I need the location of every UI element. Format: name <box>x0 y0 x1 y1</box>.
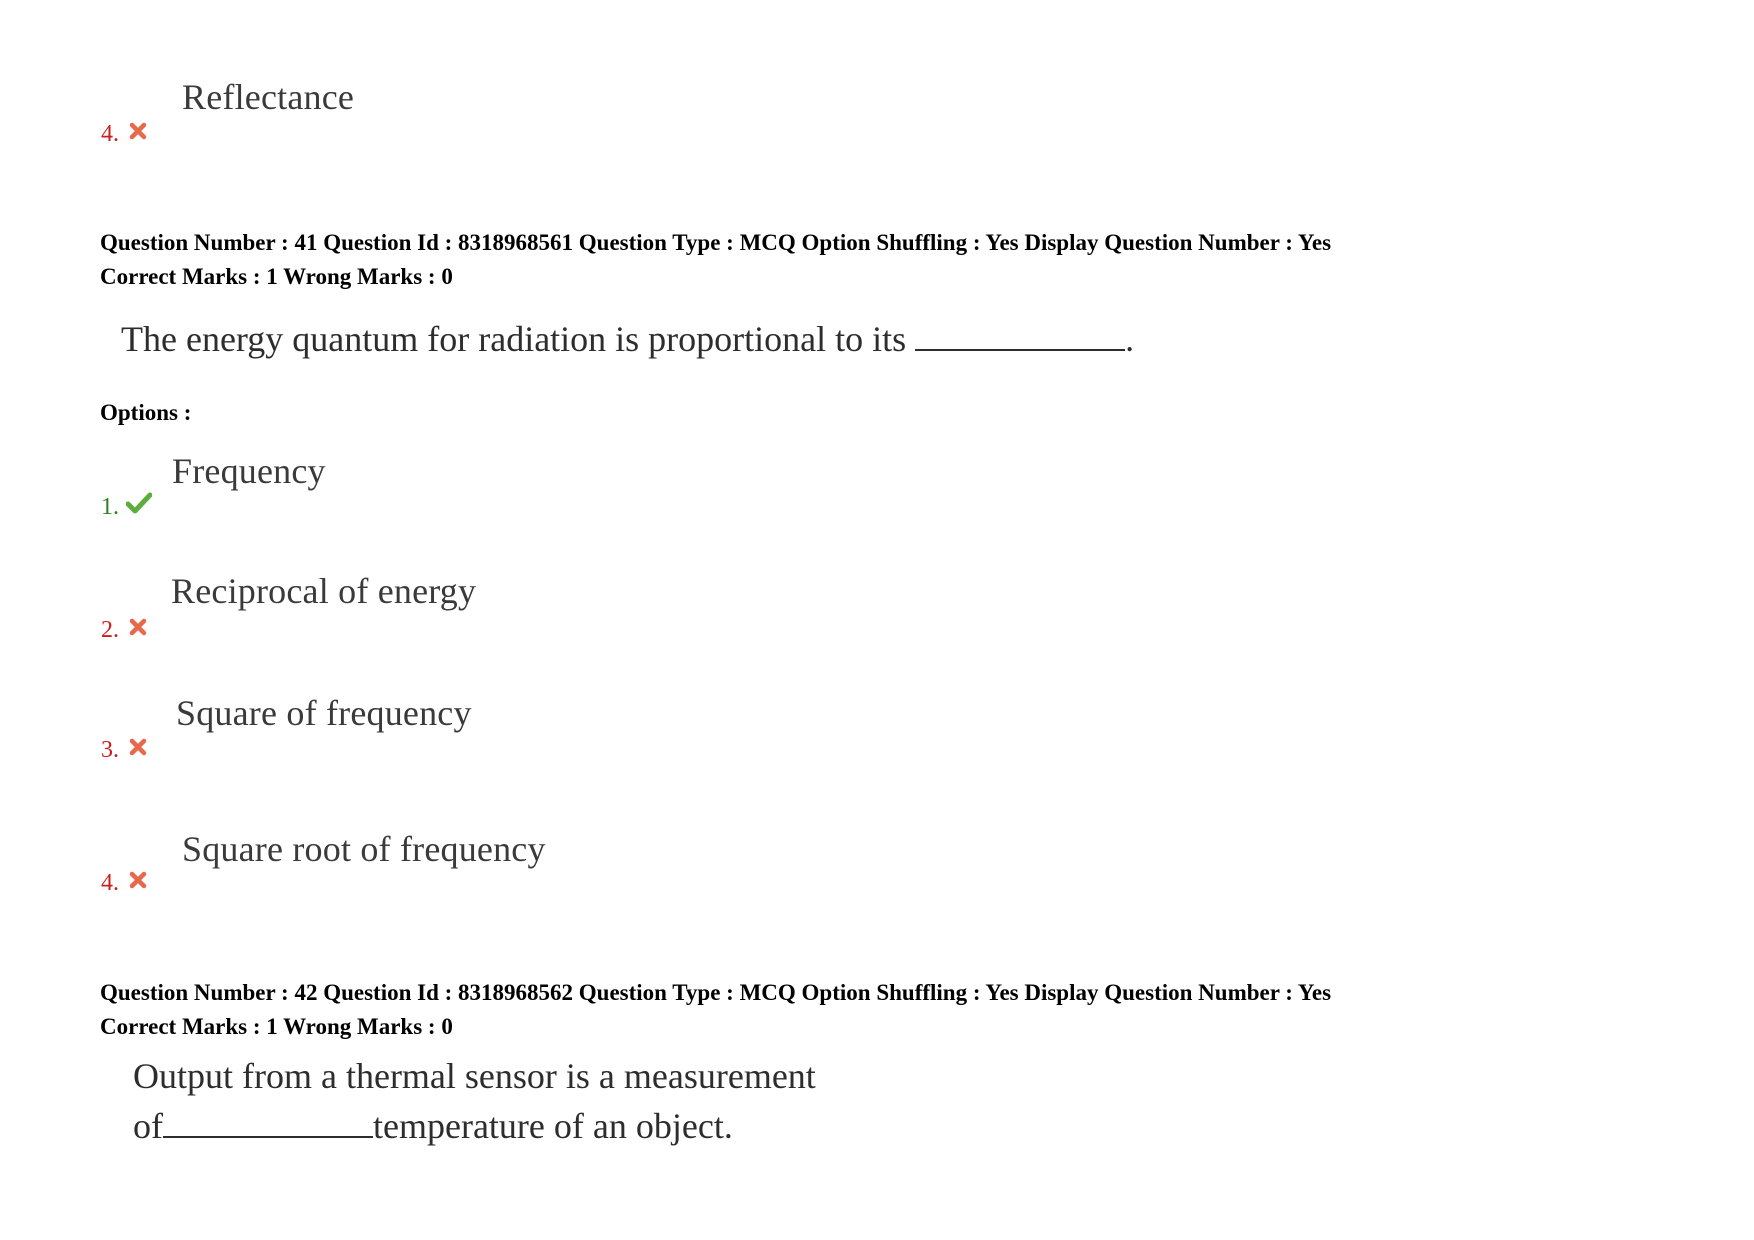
cross-icon <box>128 737 148 757</box>
option-number: 1. <box>101 494 119 520</box>
option-text: Reciprocal of energy <box>171 571 477 611</box>
question-meta: Question Number : 41 Question Id : 8318968561 Question Type : MCQ Option Shuffling : Yes Display Question Number : Yes <box>100 230 1332 255</box>
question-text <box>121 318 1134 360</box>
check-icon <box>126 492 152 514</box>
question-text-start: The energy quantum for radiation is proportional to its <box>121 319 907 359</box>
question-text-end: . <box>1125 319 1135 359</box>
option-number: 4. <box>101 870 119 896</box>
option-text: Frequency <box>172 451 326 491</box>
question-marks: Correct Marks : 1 Wrong Marks : 0 <box>100 264 453 289</box>
cross-icon <box>128 870 148 890</box>
cross-icon <box>128 617 148 637</box>
answer-blank <box>163 1106 373 1138</box>
question-marks: Correct Marks : 1 Wrong Marks : 0 <box>100 1014 453 1039</box>
cross-icon <box>128 121 148 141</box>
answer-blank <box>915 319 1125 351</box>
question-meta: Question Number : 42 Question Id : 8318968562 Question Type : MCQ Option Shuffling : Yes Display Question Number : Yes <box>100 980 1332 1005</box>
option-number: 4. <box>101 121 119 147</box>
question-text-start: of <box>133 1106 163 1146</box>
option-number: 3. <box>101 737 119 763</box>
question-text-line2 <box>133 1105 733 1147</box>
option-text: Reflectance <box>182 77 355 117</box>
options-label: Options : <box>100 400 192 425</box>
option-text: Square of frequency <box>176 693 472 733</box>
question-text-line1: Output from a thermal sensor is a measurement <box>133 1056 816 1096</box>
option-number: 2. <box>101 617 119 643</box>
option-text: Square root of frequency <box>182 829 546 869</box>
question-text-end: temperature of an object. <box>373 1106 733 1146</box>
